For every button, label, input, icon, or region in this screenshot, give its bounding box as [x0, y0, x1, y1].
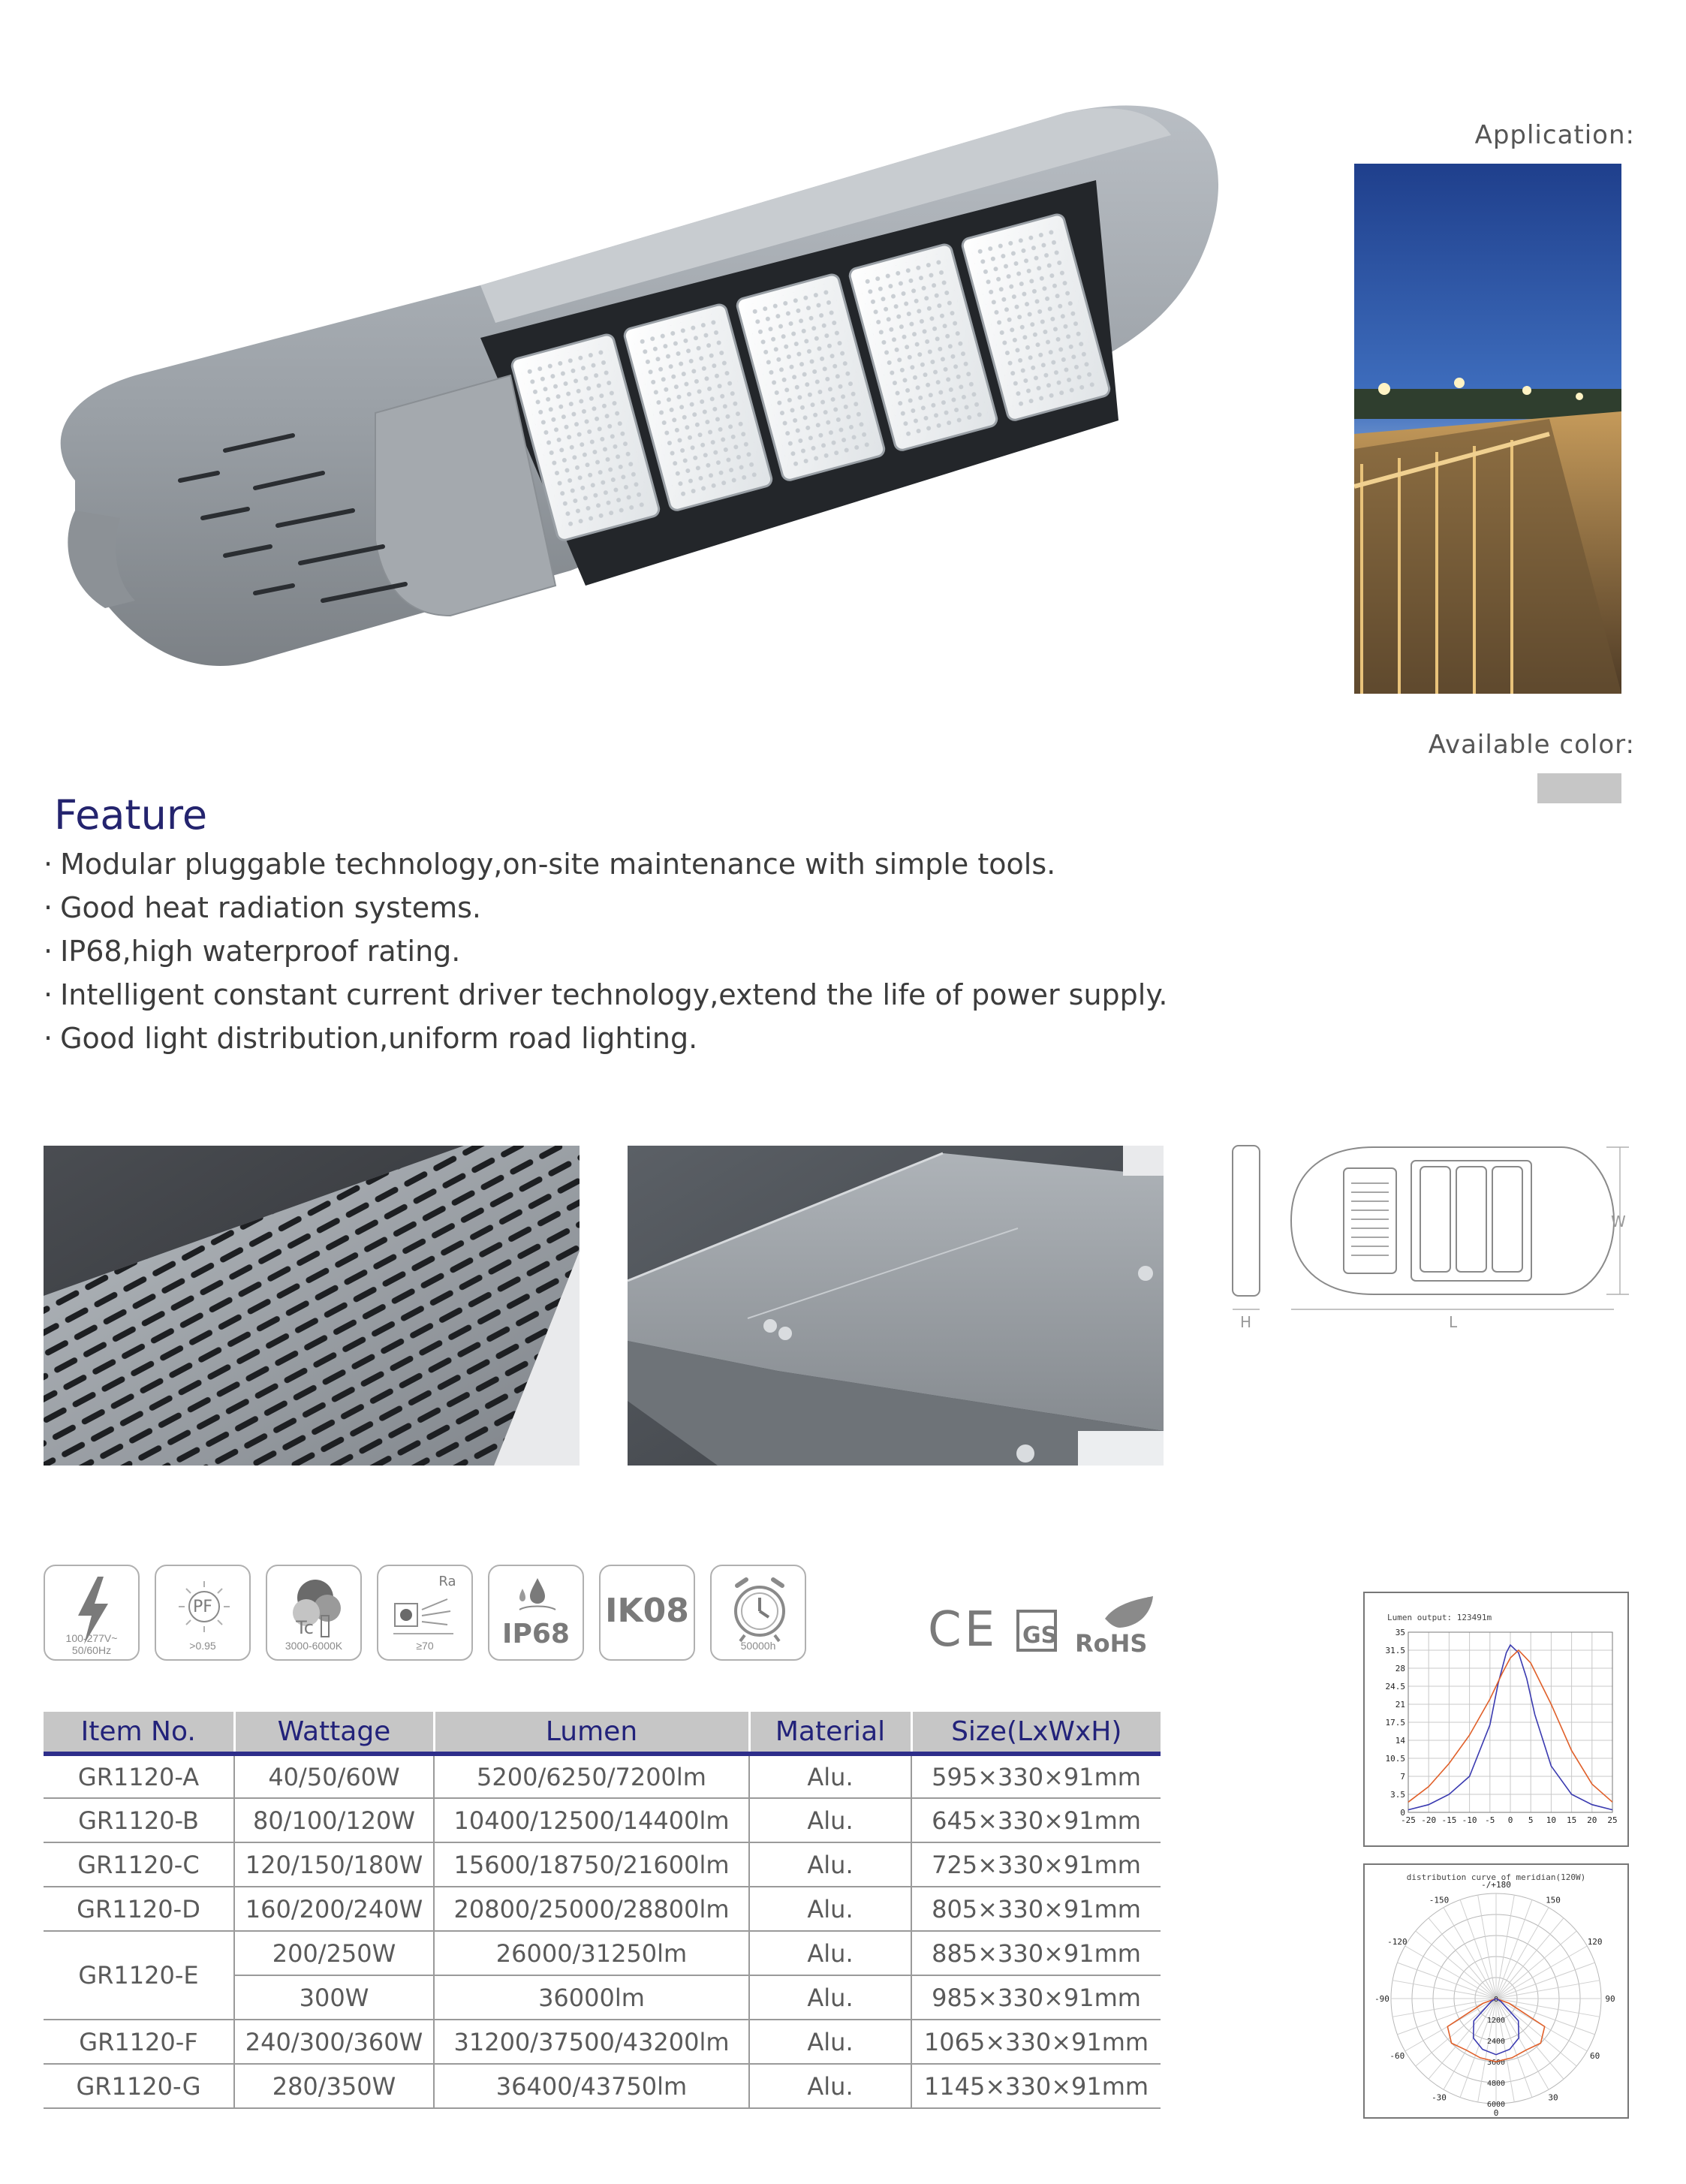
color-swatch-gray	[1537, 773, 1621, 803]
size-cell: 725×330×91mm	[911, 1842, 1161, 1887]
rohs-mark: RoHS	[1075, 1629, 1148, 1656]
radial-label: 4800	[1486, 2080, 1506, 2088]
item-cell: GR1120-D	[44, 1887, 234, 1931]
x-tick-label: 15	[1566, 1815, 1577, 1825]
lumen-cell: 36000lm	[434, 1975, 749, 2020]
height-dimension-label: H	[1240, 1313, 1252, 1331]
wattage-cell: 160/200/240W	[234, 1887, 434, 1931]
x-tick-label: -10	[1462, 1815, 1477, 1825]
color-rendering-spec-icon	[377, 1565, 473, 1661]
available-color-label: Available color:	[1428, 730, 1635, 760]
voltage-spec-icon	[44, 1565, 140, 1661]
item-cell: GR1120-A	[44, 1754, 234, 1798]
x-tick-label: 5	[1528, 1815, 1534, 1825]
x-tick-label: 0	[1507, 1815, 1513, 1825]
y-tick-label: 35	[1395, 1628, 1405, 1637]
item-cell: GR1120-B	[44, 1798, 234, 1842]
waterproof-spec-icon	[488, 1565, 584, 1661]
size-cell: 1065×330×91mm	[911, 2020, 1161, 2064]
meridian-distribution-chart	[1363, 1863, 1629, 2119]
y-tick-label: 14	[1395, 1736, 1405, 1746]
header-material: Material	[749, 1712, 911, 1754]
y-tick-label: 21	[1395, 1700, 1405, 1710]
lumen-cell: 31200/37500/43200lm	[434, 2020, 749, 2064]
angle-label: 120	[1587, 1937, 1603, 1947]
housing-detail-photo	[628, 1146, 1164, 1466]
material-cell: Alu.	[749, 2020, 911, 2064]
material-cell: Alu.	[749, 1931, 911, 1975]
meridian-distribution-chart-svg	[1365, 1865, 1627, 2117]
impact-spec-icon	[599, 1565, 695, 1661]
size-cell: 595×330×91mm	[911, 1754, 1161, 1798]
lumen-cell: 36400/43750lm	[434, 2064, 749, 2108]
feature-title: Feature	[54, 791, 208, 839]
material-cell: Alu.	[749, 1754, 911, 1798]
tc-symbol: Tc	[296, 1617, 314, 1638]
wattage-cell: 280/350W	[234, 2064, 434, 2108]
item-cell: GR1120-E	[44, 1931, 234, 2020]
color-rendering-caption: ≥70	[416, 1640, 434, 1652]
feature-item: · IP68,high waterproof rating.	[44, 929, 1168, 973]
lumen-output-chart-svg	[1365, 1593, 1627, 1845]
size-cell: 1145×330×91mm	[911, 2064, 1161, 2108]
feature-item: · Good heat radiation systems.	[44, 886, 1168, 929]
ce-mark: CE	[928, 1602, 998, 1656]
table-row	[44, 2020, 1161, 2064]
angle-label: -60	[1389, 2051, 1405, 2061]
pf-caption: >0.95	[189, 1640, 216, 1652]
size-cell: 645×330×91mm	[911, 1798, 1161, 1842]
material-cell: Alu.	[749, 1887, 911, 1931]
material-cell: Alu.	[749, 1842, 911, 1887]
y-tick-label: 10.5	[1385, 1754, 1405, 1764]
y-tick-label: 7	[1400, 1772, 1405, 1782]
wattage-cell: 120/150/180W	[234, 1842, 434, 1887]
leaf-icon	[1105, 1596, 1153, 1628]
table-row	[44, 2064, 1161, 2108]
item-cell: GR1120-G	[44, 2064, 234, 2108]
y-tick-label: 28	[1395, 1664, 1405, 1673]
chart-title: distribution curve of meridian(120W)	[1406, 1872, 1586, 1882]
wattage-cell: 80/100/120W	[234, 1798, 434, 1842]
lumen-cell: 10400/12500/14400lm	[434, 1798, 749, 1842]
x-tick-label: 25	[1607, 1815, 1618, 1825]
wattage-cell: 300W	[234, 1975, 434, 2020]
header-wattage: Wattage	[234, 1712, 434, 1754]
width-dimension-label: W	[1611, 1212, 1626, 1231]
radial-label: 0	[1493, 1996, 1499, 2004]
header-lumen: Lumen	[434, 1712, 749, 1754]
frequency-caption: 50/60Hz	[71, 1644, 112, 1656]
x-tick-label: -15	[1441, 1815, 1457, 1825]
radial-label: 2400	[1486, 2038, 1506, 2046]
x-tick-label: 20	[1587, 1815, 1597, 1825]
angle-label: -90	[1374, 1994, 1389, 2004]
angle-label: 0	[1493, 2108, 1499, 2117]
length-dimension-label: L	[1449, 1313, 1458, 1331]
table-row	[44, 1931, 1161, 1975]
table-row	[44, 1798, 1161, 1842]
material-cell: Alu.	[749, 2064, 911, 2108]
material-cell: Alu.	[749, 1798, 911, 1842]
header-size: Size(LxWxH)	[911, 1712, 1161, 1754]
angle-label: 60	[1590, 2051, 1600, 2061]
street-light-product-photo	[30, 90, 1246, 691]
size-cell: 985×330×91mm	[911, 1975, 1161, 2020]
wattage-cell: 40/50/60W	[234, 1754, 434, 1798]
table-row	[44, 1842, 1161, 1887]
color-temperature-spec-icon	[266, 1565, 362, 1661]
radial-label: 1200	[1486, 2017, 1506, 2025]
radial-label: 3600	[1486, 2059, 1506, 2067]
angle-label: 150	[1546, 1895, 1561, 1905]
certification-marks	[928, 1596, 1168, 1656]
angle-label: -/+180	[1481, 1880, 1511, 1890]
wattage-cell: 240/300/360W	[234, 2020, 434, 2064]
radial-label: 6000	[1486, 2101, 1506, 2109]
item-cell: GR1120-F	[44, 2020, 234, 2064]
lumen-cell: 5200/6250/7200lm	[434, 1754, 749, 1798]
gs-mark: GS	[1022, 1622, 1058, 1649]
chart-title: Lumen output: 123491m	[1387, 1613, 1492, 1622]
y-tick-label: 0	[1400, 1808, 1405, 1818]
header-item-no: Item No.	[44, 1712, 234, 1754]
y-tick-label: 24.5	[1385, 1682, 1405, 1691]
wattage-cell: 200/250W	[234, 1931, 434, 1975]
table-row	[44, 1887, 1161, 1931]
voltage-caption: 100-277V~	[65, 1632, 118, 1644]
lifetime-spec-icon	[710, 1565, 806, 1661]
feature-item: · Good light distribution,uniform road lighting.	[44, 1017, 1168, 1060]
lumen-cell: 26000/31250lm	[434, 1931, 749, 1975]
feature-item: · Modular pluggable technology,on-site maintenance with simple tools.	[44, 842, 1168, 886]
angle-label: 90	[1605, 1994, 1615, 2004]
angle-label: 30	[1548, 2092, 1558, 2103]
table-header-row	[44, 1712, 1161, 1754]
x-tick-label: -25	[1401, 1815, 1416, 1825]
material-cell: Alu.	[749, 1975, 911, 2020]
y-tick-label: 3.5	[1390, 1790, 1405, 1800]
ip68-symbol: IP68	[502, 1619, 570, 1649]
pf-symbol: PF	[193, 1598, 212, 1616]
size-cell: 885×330×91mm	[911, 1931, 1161, 1975]
y-tick-label: 31.5	[1385, 1646, 1405, 1655]
table-row	[44, 1754, 1161, 1798]
heat-sink-detail-photo	[44, 1146, 580, 1466]
item-cell: GR1120-C	[44, 1842, 234, 1887]
x-tick-label: -5	[1485, 1815, 1495, 1825]
y-tick-label: 17.5	[1385, 1718, 1405, 1728]
application-photo	[1354, 164, 1621, 694]
x-tick-label: 10	[1546, 1815, 1557, 1825]
color-temperature-caption: 3000-6000K	[285, 1640, 343, 1652]
angle-label: -30	[1432, 2092, 1447, 2103]
lumen-output-chart	[1363, 1592, 1629, 1847]
size-cell: 805×330×91mm	[911, 1887, 1161, 1931]
angle-label: -120	[1387, 1937, 1408, 1947]
ik08-symbol: IK08	[605, 1592, 689, 1630]
dimension-drawing	[1224, 1138, 1629, 1333]
power-factor-spec-icon	[155, 1565, 251, 1661]
feature-list	[44, 842, 1168, 1060]
gs-mark-icon	[1018, 1611, 1057, 1650]
application-label: Application:	[1474, 120, 1635, 150]
ra-symbol: Ra	[438, 1574, 456, 1589]
feature-item: · Intelligent constant current driver technology,extend the life of power supply.	[44, 973, 1168, 1017]
lumen-cell: 20800/25000/28800lm	[434, 1887, 749, 1931]
lifetime-caption: 50000h	[740, 1640, 776, 1652]
lumen-cell: 15600/18750/21600lm	[434, 1842, 749, 1887]
angle-label: -150	[1429, 1895, 1450, 1905]
spec-table	[44, 1712, 1161, 2109]
x-tick-label: -20	[1421, 1815, 1437, 1825]
